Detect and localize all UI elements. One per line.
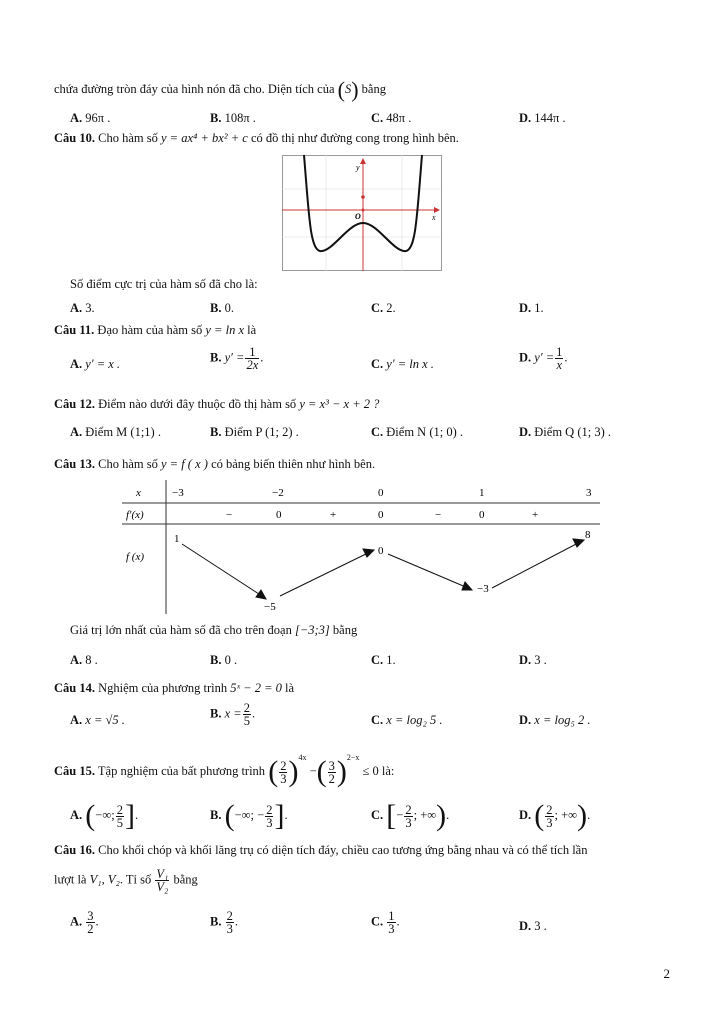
table-arrow bbox=[182, 544, 262, 596]
q14-option-d[interactable]: D. x = log₅ 2 . bbox=[519, 713, 591, 727]
q15-option-d[interactable]: D. ( $\frac{2}{3}$ ; +∞). bbox=[519, 799, 591, 832]
q16-option-c[interactable]: C. $\frac{1}{3}$ . bbox=[371, 909, 400, 936]
q15-option-a[interactable]: A. (−∞; $\frac{2}{5}$ ]. bbox=[70, 799, 139, 832]
q10-option-d[interactable]: D. 1. bbox=[519, 301, 544, 315]
q14-option-c[interactable]: C. x = log₂ 5 . bbox=[371, 713, 443, 727]
q16-option-d[interactable]: D. 3 . bbox=[519, 919, 547, 933]
table-sign: 0 bbox=[276, 509, 282, 521]
table-x-value: −3 bbox=[172, 487, 184, 499]
q15-option-b[interactable]: B. (−∞; − $\frac{2}{3}$ ]. bbox=[210, 799, 288, 832]
table-sign: − bbox=[435, 509, 442, 521]
question-14: Câu 14. Nghiệm của phương trình 5ˣ − 2 = 0 là bbox=[54, 681, 295, 695]
table-header-x: x bbox=[136, 487, 141, 499]
table-arrow bbox=[280, 552, 370, 596]
question-10: Câu 10. Cho hàm số y = ax⁴ + bx² + c có đồ thị như đường cong trong hình bên. bbox=[54, 131, 459, 145]
intro-option-b[interactable]: B. 108π . bbox=[210, 111, 256, 125]
table-x-value: 1 bbox=[479, 487, 485, 499]
table-sign: 0 bbox=[479, 509, 485, 521]
q10-graph bbox=[282, 155, 442, 271]
q13-option-c[interactable]: C. 1. bbox=[371, 653, 396, 667]
table-sign: + bbox=[330, 509, 337, 521]
q10-option-b[interactable]: B. 0. bbox=[210, 301, 234, 315]
q13-option-b[interactable]: B. 0 . bbox=[210, 653, 238, 667]
q13-option-a[interactable]: A. 8 . bbox=[70, 653, 98, 667]
q10-option-c[interactable]: C. 2. bbox=[371, 301, 396, 315]
table-f-value: 0 bbox=[378, 545, 384, 557]
question-11: Câu 11. Đạo hàm của hàm số y = ln x là bbox=[54, 323, 257, 337]
graph-y-label: y bbox=[356, 163, 360, 172]
q15-option-c[interactable]: C. [− $\frac{2}{3}$ ; +∞). bbox=[371, 799, 450, 832]
q12-option-a[interactable]: A. Điểm M (1;1) . bbox=[70, 425, 161, 439]
table-f-value: −5 bbox=[264, 601, 276, 613]
table-x-value: −2 bbox=[272, 487, 284, 499]
table-arrow bbox=[388, 554, 468, 588]
q13-ask: Giá trị lớn nhất của hàm số đã cho trên đoạn [−3;3] bằng bbox=[70, 623, 358, 637]
q11-option-d[interactable]: D. y′ = $\frac{1}{x}$ . bbox=[519, 345, 568, 372]
q14-option-a[interactable]: A. x = √5 . bbox=[70, 713, 125, 727]
intro-option-c[interactable]: C. 48π . bbox=[371, 111, 412, 125]
table-x-value: 0 bbox=[378, 487, 384, 499]
q16-option-b[interactable]: B. $\frac{2}{3}$ . bbox=[210, 909, 238, 936]
table-sign: + bbox=[532, 509, 539, 521]
question-16: Câu 16. Cho khối chóp và khối lăng trụ có diện tích đáy, chiều cao tương ứng bằng nhau và có thể tích lần bbox=[54, 843, 588, 857]
q12-option-b[interactable]: B. Điểm P (1; 2) . bbox=[210, 425, 299, 439]
page-number: 2 bbox=[663, 966, 670, 981]
q16-option-a[interactable]: A. $\frac{3}{2}$ . bbox=[70, 909, 99, 936]
question-12: Câu 12. Điểm nào dưới đây thuộc đồ thị hàm số y = x³ − x + 2 ? bbox=[54, 397, 380, 411]
graph-origin-label: O bbox=[355, 212, 361, 221]
q13-variation-table bbox=[122, 480, 600, 614]
table-x-value: 3 bbox=[586, 487, 592, 499]
q12-option-c[interactable]: C. Điểm N (1; 0) . bbox=[371, 425, 464, 439]
question-16-line2: lượt là V₁, V₂. Tỉ số $\frac{\text{V₁}}{\text{V₂}}$ bằng bbox=[54, 867, 198, 894]
q10-option-a[interactable]: A. 3. bbox=[70, 301, 95, 315]
q12-option-d[interactable]: D. Điểm Q (1; 3) . bbox=[519, 425, 612, 439]
q11-option-b[interactable]: B. y′ = $\frac{1}{2x}$ . bbox=[210, 345, 264, 372]
intro-line: chứa đường tròn đáy của hình nón đã cho. Diện tích của (S) bằng bbox=[54, 77, 386, 102]
question-13: Câu 13. Cho hàm số y = f ( x ) có bảng biến thiên như hình bên. bbox=[54, 457, 376, 471]
table-sign: − bbox=[226, 509, 233, 521]
table-f-value: 8 bbox=[585, 529, 591, 541]
table-arrow bbox=[492, 542, 580, 588]
q11-option-a[interactable]: A. y′ = x . bbox=[70, 357, 121, 371]
graph-x-label: x bbox=[432, 213, 436, 222]
table-f-value: −3 bbox=[477, 583, 489, 595]
intro-option-a[interactable]: A. 96π . bbox=[70, 111, 111, 125]
intro-option-d[interactable]: D. 144π . bbox=[519, 111, 566, 125]
q13-option-d[interactable]: D. 3 . bbox=[519, 653, 547, 667]
table-header-fprime: f′(x) bbox=[126, 509, 144, 521]
table-header-f: f (x) bbox=[126, 551, 145, 563]
table-f-value: 1 bbox=[174, 533, 180, 545]
q11-option-c[interactable]: C. y′ = ln x . bbox=[371, 357, 434, 371]
q10-ask: Số điểm cực trị của hàm số đã cho là: bbox=[70, 277, 258, 291]
question-15: Câu 15. Tập nghiệm của bất phương trình ( $\frac{2}{3}$ )$^{4x}$ −( $\frac{3}{2}$ )$^{2-x}$ ≤ 0 là: bbox=[54, 752, 395, 788]
q10-formula: y = ax⁴ + bx² + c bbox=[160, 131, 248, 145]
q14-option-b[interactable]: B. x = $\frac{2}{5}$ . bbox=[210, 701, 256, 728]
table-sign: 0 bbox=[378, 509, 384, 521]
